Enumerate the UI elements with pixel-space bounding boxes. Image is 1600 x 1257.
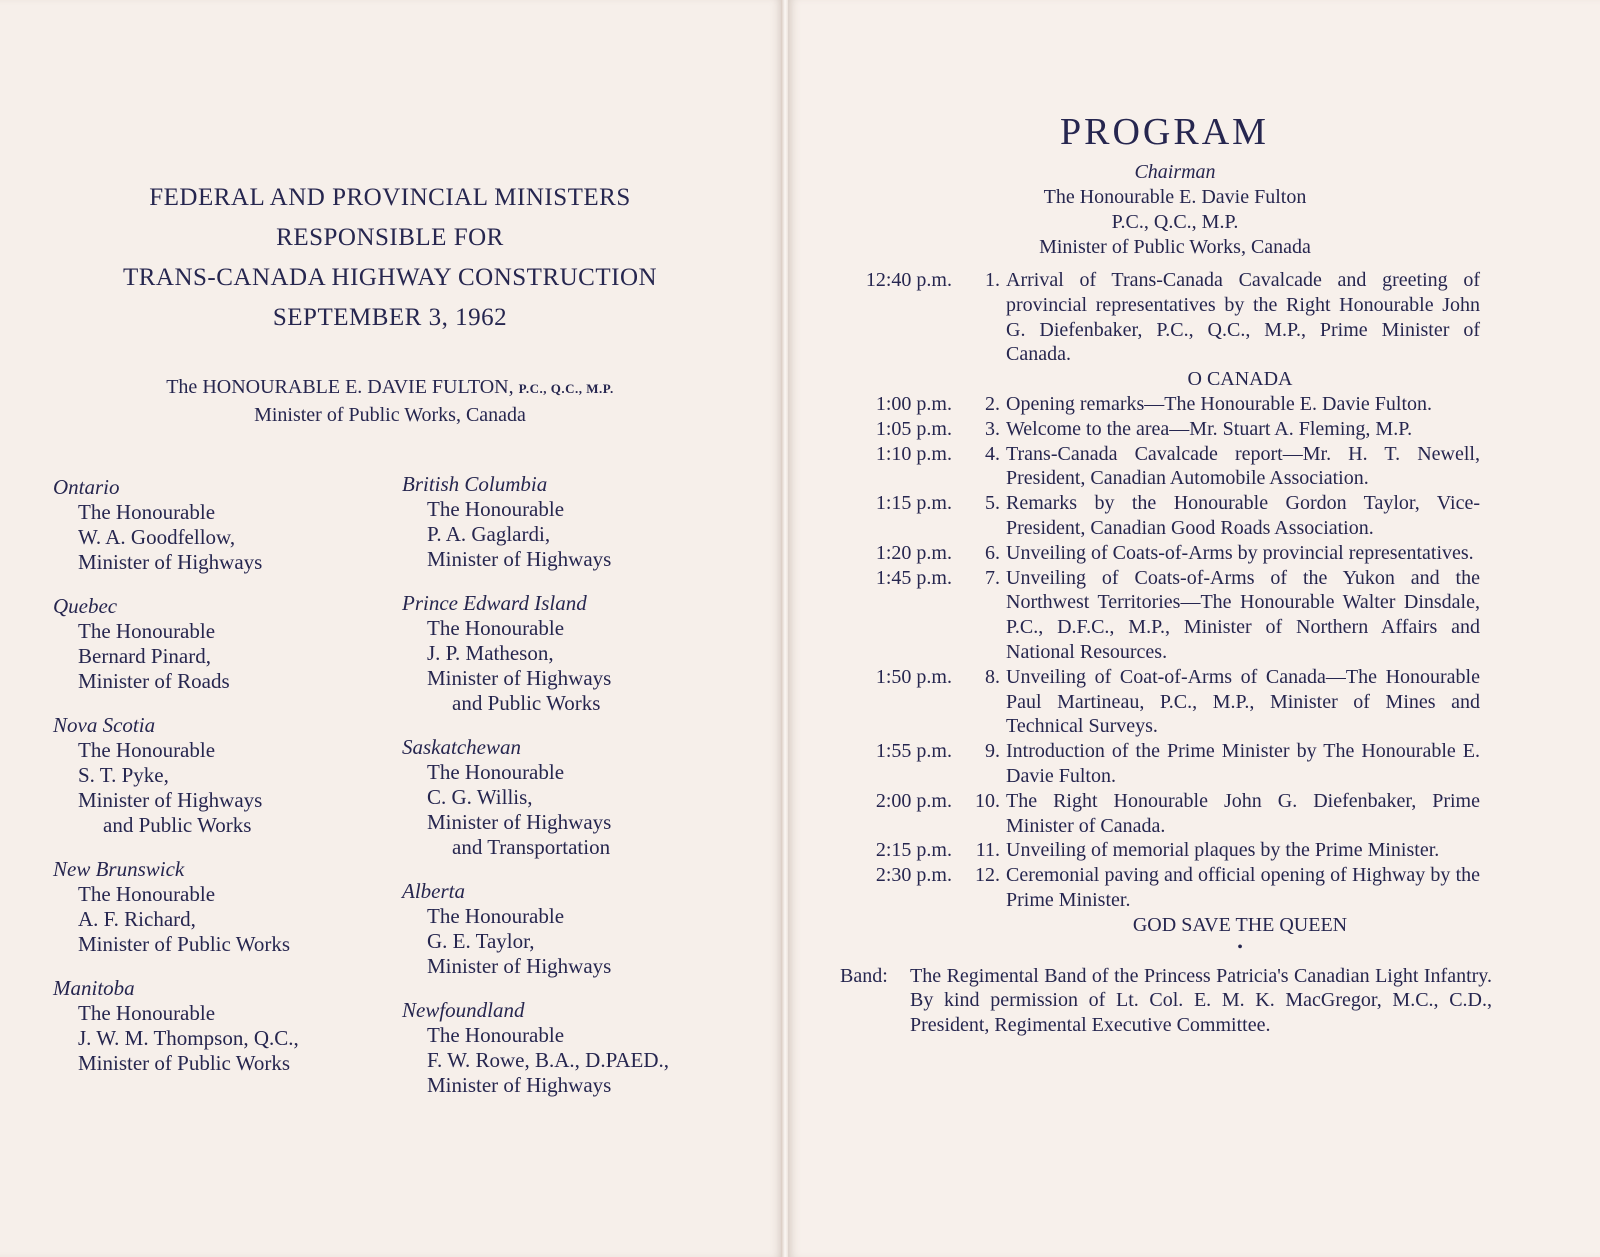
minister-line: Minister of Highways	[427, 666, 612, 690]
minister-line: C. G. Willis,	[427, 785, 533, 809]
program-item-num: 12.	[975, 864, 1000, 887]
province-name: Manitoba	[53, 976, 135, 1000]
program-item-num: 6.	[985, 541, 1000, 564]
province-entry	[53, 594, 383, 694]
minister-line: The Honourable	[427, 1023, 565, 1047]
program-item-text: Arrival of Trans-Canada Cavalcade and greeting of provincial representatives by the Right Honourable John G. Diefenbaker, P.C., Q.C., M.P., Prime Minister of Canada.	[1006, 269, 1480, 366]
program-item	[840, 392, 1520, 417]
title-line: RESPONSIBLE FOR	[276, 224, 504, 251]
program-item-text: Unveiling of Coats-of-Arms of the Yukon and the Northwest Territories—The Honourable Walter Dinsdale, P.C., D.F.C., M.P., Minister of Northern Affairs and National Resources.	[1006, 566, 1480, 663]
minister-line: P. A. Gaglardi,	[427, 522, 551, 546]
program-item	[840, 541, 1520, 566]
federal-minister	[40, 374, 740, 428]
program-item-text: The Right Honourable John G. Diefenbaker, Prime Minister of Canada.	[1006, 789, 1480, 837]
program-item	[840, 665, 1520, 739]
left-page	[0, 0, 783, 1257]
anthem-god-save-the-queen: GOD SAVE THE QUEEN	[1132, 913, 1348, 936]
minister-line: The Honourable	[78, 500, 216, 524]
program-item-time: 1:00 p.m.	[875, 392, 952, 415]
program-item-text: Unveiling of Coats-of-Arms by provincial representatives.	[1006, 541, 1474, 564]
province-name: Quebec	[53, 594, 118, 618]
minister-line: Minister of Roads	[78, 669, 230, 693]
program-item	[840, 838, 1520, 863]
province-name: Ontario	[53, 475, 120, 499]
chairman-label: Chairman	[1134, 161, 1216, 183]
program-item-num: 8.	[985, 665, 1000, 688]
minister-line: Minister of Highways	[427, 1073, 612, 1097]
program-item-num: 3.	[985, 417, 1000, 440]
chairman-title: Minister of Public Works, Canada	[1039, 236, 1311, 258]
province-name: Nova Scotia	[53, 713, 156, 737]
anthem-o-canada: O CANADA	[1187, 368, 1293, 391]
minister-line: Bernard Pinard,	[78, 644, 211, 668]
program-item-time: 1:15 p.m.	[875, 492, 952, 515]
minister-line: W. A. Goodfellow,	[78, 525, 236, 549]
minister-line: Minister of Highways	[427, 954, 612, 978]
program-item	[840, 863, 1520, 913]
province-entry	[53, 857, 383, 957]
province-entry	[53, 976, 383, 1076]
program-item	[840, 417, 1520, 442]
bullet-separator: •	[1237, 938, 1243, 956]
province-entry	[402, 472, 732, 572]
province-name: New Brunswick	[53, 857, 185, 881]
province-entry	[53, 713, 383, 838]
minister-line: J. P. Matheson,	[427, 641, 554, 665]
band-note	[840, 964, 1520, 1038]
minister-line: Minister of Highways	[427, 810, 612, 834]
minister-line: The Honourable	[78, 1001, 216, 1025]
province-entry	[402, 735, 732, 860]
program-item-text: Ceremonial paving and official opening of Highway by the Prime Minister.	[1006, 864, 1480, 911]
program-item-text: Unveiling of memorial plaques by the Prime Minister.	[1006, 839, 1440, 862]
program-item-time: 1:55 p.m.	[875, 740, 952, 763]
program-item-num: 7.	[985, 566, 1000, 589]
program-item-time: 2:15 p.m.	[875, 839, 952, 862]
program-item-num: 2.	[985, 392, 1000, 415]
federal-minister-honours: P.C., Q.C., M.P.	[518, 381, 614, 396]
chairman-block	[960, 160, 1390, 260]
program-item-text: Introduction of the Prime Minister by The Honourable E. Davie Fulton.	[1006, 740, 1480, 787]
province-entry	[53, 475, 383, 575]
program-item-num: 1.	[985, 269, 1000, 291]
band-text: The Regimental Band of the Princess Patricia's Canadian Light Infantry. By kind permission of Lt. Col. E. M. K. MacGregor, M.C., C.D., President, Regimental Executive Committee.	[910, 964, 1492, 1037]
program-item	[840, 442, 1520, 492]
program-item	[840, 739, 1520, 789]
minister-line: The Honourable	[78, 619, 216, 643]
minister-line: The Honourable	[78, 738, 216, 762]
program-item-text: Trans-Canada Cavalcade report—Mr. H. T. Newell, President, Canadian Automobile Association.	[1006, 442, 1480, 490]
program-schedule	[840, 268, 1520, 1038]
minister-line: The Honourable	[427, 904, 565, 928]
title-line: TRANS-CANADA HIGHWAY CONSTRUCTION	[122, 264, 658, 291]
program-item-time: 1:45 p.m.	[875, 566, 952, 589]
program-item-time: 1:20 p.m.	[875, 541, 952, 564]
minister-line: The Honourable	[427, 616, 565, 640]
program-item-num: 10.	[975, 789, 1000, 812]
program-item	[840, 566, 1520, 665]
document-title	[40, 178, 740, 338]
province-entry	[402, 998, 732, 1098]
program-item-text: Welcome to the area—Mr. Stuart A. Fleming, M.P.	[1006, 417, 1413, 440]
minister-line: The Honourable	[78, 882, 216, 906]
program-item-text: Unveiling of Coat-of-Arms of Canada—The Honourable Paul Martineau, P.C., M.P., Minister of Mines and Technical Surveys.	[1006, 665, 1480, 738]
province-name: Prince Edward Island	[402, 591, 587, 615]
program-item-time: 2:00 p.m.	[875, 789, 952, 812]
program-item-time: 1:10 p.m.	[875, 442, 952, 465]
province-name: Newfoundland	[402, 998, 525, 1022]
ministers-column-2	[402, 472, 732, 1117]
program-item-time: 12:40 p.m.	[865, 269, 952, 291]
ministers-column-1	[53, 475, 383, 1095]
program-item	[840, 789, 1520, 839]
province-entry	[402, 591, 732, 716]
program-item-num: 4.	[985, 442, 1000, 465]
minister-line: A. F. Richard,	[78, 907, 196, 931]
program-item-time: 1:05 p.m.	[875, 417, 952, 440]
title-line: FEDERAL AND PROVINCIAL MINISTERS	[149, 184, 631, 211]
program-heading: PROGRAM	[1060, 111, 1269, 153]
minister-line: and Transportation	[452, 835, 611, 859]
program-item-num: 5.	[985, 492, 1000, 515]
minister-line: S. T. Pyke,	[78, 763, 169, 787]
minister-line: F. W. Rowe, B.A., D.PAED.,	[427, 1048, 670, 1072]
minister-line: The Honourable	[427, 760, 565, 784]
province-entry	[402, 879, 732, 979]
province-name: Alberta	[402, 879, 465, 903]
program-item-num: 11.	[975, 839, 1000, 862]
band-label: Band:	[840, 964, 888, 987]
program-item-text: Remarks by the Honourable Gordon Taylor, Vice-President, Canadian Good Roads Association.	[1006, 492, 1480, 539]
minister-line: J. W. M. Thompson, Q.C.,	[78, 1026, 299, 1050]
minister-line: Minister of Highways	[427, 547, 612, 571]
minister-line: Minister of Public Works	[78, 932, 290, 956]
minister-line: Minister of Highways	[78, 550, 263, 574]
title-line: SEPTEMBER 3, 1962	[272, 304, 508, 331]
program-item-text: Opening remarks—The Honourable E. Davie Fulton.	[1006, 392, 1433, 415]
chairman-honours: P.C., Q.C., M.P.	[1111, 211, 1239, 233]
minister-line: G. E. Taylor,	[427, 929, 535, 953]
province-name: Saskatchewan	[402, 735, 521, 759]
program-item	[840, 491, 1520, 541]
chairman-name: The Honourable E. Davie Fulton	[1043, 186, 1307, 208]
program-item	[840, 268, 1520, 367]
minister-line: and Public Works	[103, 813, 252, 837]
province-name: British Columbia	[402, 472, 548, 496]
federal-minister-title: Minister of Public Works, Canada	[254, 404, 526, 426]
minister-line: Minister of Highways	[78, 788, 263, 812]
minister-line: Minister of Public Works	[78, 1051, 290, 1075]
program-item-num: 9.	[985, 740, 1000, 763]
minister-line: and Public Works	[452, 691, 601, 715]
federal-minister-name: The HONOURABLE E. DAVIE FULTON,	[166, 376, 514, 398]
program-item-time: 2:30 p.m.	[875, 864, 952, 887]
program-item-time: 1:50 p.m.	[875, 665, 952, 688]
minister-line: The Honourable	[427, 497, 565, 521]
